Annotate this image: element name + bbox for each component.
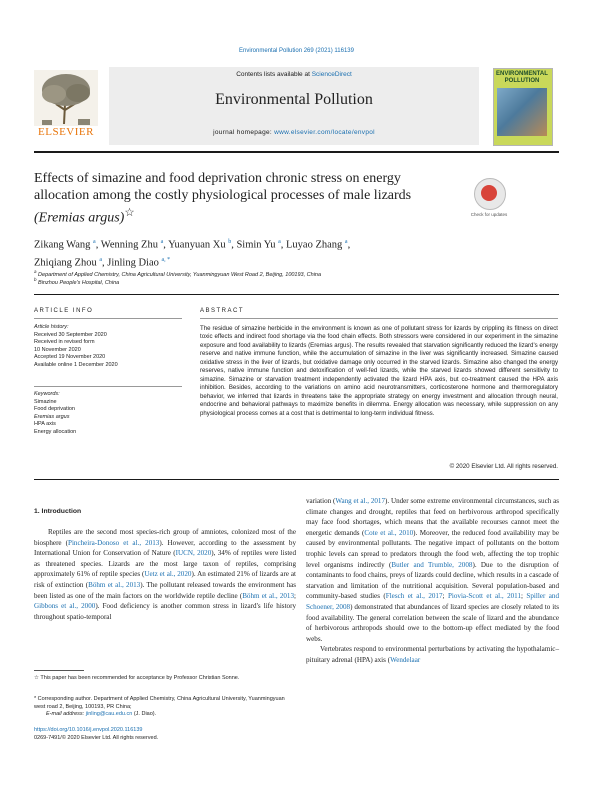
- journal-name: Environmental Pollution: [215, 91, 373, 108]
- citation-link[interactable]: IUCN, 2020: [175, 549, 212, 558]
- author-name: Yuanyuan Xu: [168, 239, 226, 251]
- journal-cover-image: [497, 88, 547, 136]
- body-text: Reptiles are the second most species-rich group of amniotes, colonized most of the biosphere (: [34, 528, 296, 547]
- body-text: ). Under some extreme environmental circumstances, such as climate changes and drought, reptiles that feed on herbivorous arthropod specifically may face food shortages, which means that the available recourses cannot meet the energetic demands (: [306, 497, 559, 537]
- citation-link[interactable]: Flesch et al., 2017: [385, 592, 443, 601]
- citation-link[interactable]: Piovia-Scott et al., 2011: [447, 592, 521, 601]
- keyword: Eremias argus: [34, 413, 70, 420]
- author-name: Luyao Zhang: [286, 239, 343, 251]
- citation-link[interactable]: Böhm et al., 2013: [88, 580, 141, 589]
- intro-paragraph: [306, 496, 559, 644]
- keyword: HPA axis: [34, 421, 56, 427]
- article-title: Effects of simazine and food deprivation chronic stress on energy allocation among the costly physiological processes of male lizards (Eremias argus)☆: [34, 171, 412, 226]
- body-text: ), 34% of reptiles were listed as threatened species. Lizards are the most large taxon of reptiles, comprising approximately 61% of reptile species (: [34, 549, 296, 579]
- issn-line: 0269-7491/© 2020 Elsevier Ltd. All rights reserved.: [34, 734, 159, 741]
- citation-link[interactable]: Gibbons et al., 2000: [34, 602, 96, 611]
- abstract-bottom-rule: [34, 479, 559, 480]
- intro-paragraph: [306, 644, 559, 665]
- abstract-copyright: © 2020 Elsevier Ltd. All rights reserved.: [449, 463, 558, 470]
- body-text: ;: [521, 592, 527, 601]
- journal-cover-title: ENVIRONMENTAL POLLUTION: [496, 71, 548, 84]
- author-name: Zikang Wang: [34, 239, 91, 251]
- doi-link[interactable]: https://doi.org/10.1016/j.envpol.2020.116139: [34, 727, 143, 733]
- abstract-text: The residue of simazine herbicide in the environment is known as one of pollutant stress for lizards by crippling its fitness on direct toxic effects and indirect food shortage via the food chain effects. Both stressors were considered in our experiment in the simazine exposure and food availability to lizards (Eremias argus). The results revealed that starvation significantly reduced the lizard's energy reserve and native immune function, while the accumulation of simazine in the liver was significantly increased. Simazine caused oxidative stress in the liver of lizards, but oxidative damage only occurred in the starved lizards. Simazine also changed the energy reserves, native immune function and detoxification of well-fed lizards, while the starved lizards showed different sensitivity to simazine. Simazine or starvation treatment independently activated the lizard HPA axis, but co-treatment caused the HPA axis inhibition. Besides, according to the variations on amino acid neurotransmitters, corticosterone hormone and thermoregulatory behavior, we inferred that lizards in threatens take the appropriate strategy on energy investment and allocation through neural, endocrine and behavioral pathways to maximize benefits in dilemma. Energy allocation was necessary, while suppression on any physiological process comes at a cost that is detrimental to long-term individual fitness.: [200, 325, 558, 417]
- keywords-list: Keywords: Simazine Food deprivation Eremias argus HPA axis Energy allocation: [34, 391, 174, 436]
- crossmark-icon: [481, 185, 497, 201]
- body-text: ). Due to the disruption of contaminants to food chains, preys of lizards could decline, which results in a cascade of starvation and limitation of the nutritional acquisition. Several population-based and community-based studies (: [306, 560, 560, 601]
- header-divider: [34, 151, 559, 153]
- author-name: Wenning Zhu: [100, 239, 158, 251]
- section-heading-introduction: 1. Introduction: [34, 508, 82, 515]
- journal-homepage: [109, 129, 479, 136]
- citation-link[interactable]: Pincheira-Donoso et al., 2013: [68, 538, 160, 547]
- abstract-heading: ABSTRACT: [200, 308, 245, 314]
- citation-link[interactable]: Böhm et al., 2013: [242, 591, 295, 600]
- footnote-divider: [34, 670, 84, 671]
- author-name: Simin Yu: [236, 239, 276, 251]
- article-history: Article history: Received 30 September 2020 Received in revised form 10 November 2020 Accepted 19 November 2020 Available online 1 December 2020: [34, 324, 118, 368]
- sciencedirect-link[interactable]: ScienceDirect: [311, 71, 352, 78]
- affiliation-a: $^a$ Department of Applied Chemistry, China Agricultural University, Yuanmingyuan West Road 2, Beijing, 100193, China: [34, 269, 322, 278]
- author-name: Zhiqiang Zhou: [34, 257, 97, 269]
- body-text: ). An estimated 21% of lizards are at risk of extinction (: [34, 570, 296, 589]
- keyword: Energy allocation: [34, 428, 77, 435]
- contents-prefix: Contents lists available at: [236, 71, 312, 78]
- affiliation-b: $^b$ Binzhou People's Hospital, China: [34, 277, 120, 286]
- affiliation-divider: [34, 294, 559, 295]
- body-text: ). Food deficiency is another common stress in lizard's life history throughout spatio-temporal: [34, 602, 296, 621]
- author-list: Zikang Wang $^a$, Wenning Zhu $^a$, Yuanyuan Xu $^b$, Simin Yu $^a$, Luyao Zhang $^a$, Zhiqiang Zhou $^a$, Jinling Diao $^{a, *}$: [34, 239, 351, 269]
- keyword: Food deprivation: [34, 406, 75, 412]
- citation-link[interactable]: Cote et al., 2010: [364, 528, 414, 537]
- doi-block: [34, 727, 296, 742]
- abstract-rule: [200, 318, 558, 319]
- body-text: ). The pollutant released towards the environment has been listed as one of the main factors on the worldwide reptile decline (: [34, 580, 297, 600]
- body-text: ;: [294, 591, 297, 600]
- contents-line: [109, 71, 479, 78]
- footnote-corresponding: * Corresponding author. Department of Applied Chemistry, China Agricultural University, Yuanmingyuan west road 2, Beijing, 100193, PR China; E-mail address: jinling@cau.edu.cn (J. Diao).: [34, 696, 285, 717]
- citation-link[interactable]: Butler and Trumble, 2008: [391, 560, 473, 569]
- keywords-rule: [34, 386, 182, 387]
- footnote-recommendation: ☆ This paper has been recommended for acceptance by Professor Christian Sonne.: [34, 675, 240, 681]
- author-name: Jinling Diao: [107, 257, 159, 269]
- body-text: ). However, according to the assessment by International Union for Conservation of Nature (: [34, 538, 297, 558]
- email-link[interactable]: jinling@cau.edu.cn: [85, 711, 133, 717]
- body-text: Vertebrates respond to environmental perturbations by activating the hypothalamic–pituitary adrenal (HPA) axis (: [306, 645, 559, 664]
- citation-link[interactable]: Spiller and Schoener, 2008: [306, 592, 559, 611]
- body-text: ). Moreover, the reduced food availability may be caused by environmental pollutants. The negative impact of pollutants on the bottom trophic levels can spread to predators through the food web, affecting the top trophic level organisms indirectly (: [306, 528, 559, 569]
- body-text: variation (: [306, 497, 336, 505]
- citation-link[interactable]: Wang et al., 2017: [335, 497, 386, 505]
- homepage-prefix: journal homepage:: [213, 129, 275, 136]
- intro-right-column: [306, 496, 559, 666]
- body-text: ) demonstrated that abundances of lizard species are closely related to its food availability. The general correlation between the scale of lizard and the abundance of herbivorous arthropods should owe to the bottom-up effect mediated by the food webs.: [306, 602, 559, 643]
- citation-link[interactable]: Uetz et al., 2020: [144, 570, 192, 579]
- article-info-heading: ARTICLE INFO: [34, 308, 94, 314]
- article-info-rule: [34, 318, 182, 319]
- citation-link[interactable]: Wendelaar: [390, 655, 421, 664]
- body-text: ;: [442, 592, 448, 601]
- intro-left-column: [34, 527, 296, 622]
- journal-citation: Environmental Pollution 269 (2021) 116139: [239, 48, 354, 54]
- homepage-link[interactable]: www.elsevier.com/locate/envpol: [274, 129, 375, 136]
- elsevier-wordmark: ELSEVIER: [38, 126, 94, 138]
- keyword: Simazine: [34, 398, 57, 405]
- crossmark-label: Check for updates: [470, 212, 508, 217]
